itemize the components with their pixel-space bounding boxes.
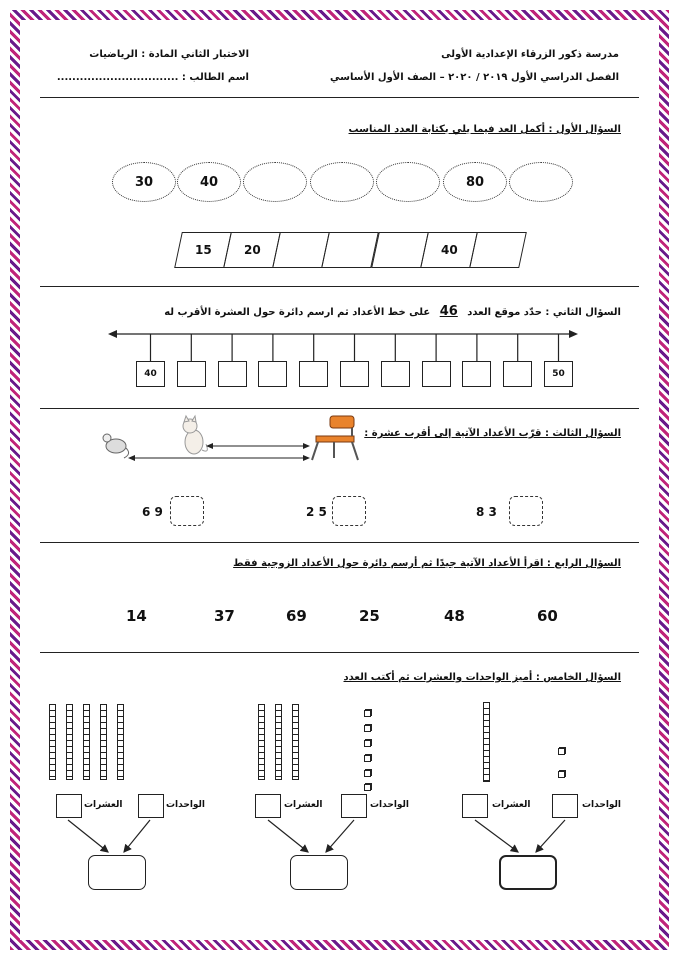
ones-cube	[364, 740, 371, 747]
ones-box[interactable]	[341, 794, 367, 818]
ones-cube	[558, 771, 565, 778]
result-box[interactable]	[290, 855, 348, 890]
divider	[40, 97, 639, 98]
count-oval: 30	[112, 162, 176, 202]
tens-rod	[83, 704, 90, 780]
result-box[interactable]	[88, 855, 146, 890]
cat-icon	[183, 416, 207, 454]
ones-cube	[364, 755, 371, 762]
count-oval[interactable]	[243, 162, 307, 202]
tens-box[interactable]	[56, 794, 82, 818]
q1-title: السؤال الأول : أكمل العد فيما يلي بكتابة العدد المناسب	[348, 124, 621, 135]
q5-arrows	[0, 818, 679, 860]
answer-box[interactable]	[509, 496, 543, 526]
number-line-box[interactable]	[258, 361, 287, 387]
q3-item: 8 3	[476, 505, 497, 519]
number-line-box[interactable]	[503, 361, 532, 387]
tens-rod	[117, 704, 124, 780]
answer-box[interactable]	[332, 496, 366, 526]
answer-box[interactable]	[170, 496, 204, 526]
tens-rod	[100, 704, 107, 780]
tens-rod	[258, 704, 265, 780]
q4-number[interactable]: 60	[537, 607, 558, 625]
count-cell-value: 40	[440, 243, 458, 257]
count-cell[interactable]	[321, 232, 379, 268]
number-line-box[interactable]	[462, 361, 491, 387]
q4-title: السؤال الرابع : اقرأ الأعداد الآتية جيدًا ثم أرسم دائرة حول الأعداد الزوجية فقط	[233, 558, 621, 569]
ones-cube	[558, 748, 565, 755]
q3-picture	[98, 414, 363, 466]
ones-cube	[364, 784, 371, 791]
number-line-box[interactable]	[299, 361, 328, 387]
number-line-box: 50	[544, 361, 573, 387]
divider	[40, 652, 639, 653]
divider	[40, 286, 639, 287]
number-line-box[interactable]	[381, 361, 410, 387]
mouse-icon	[103, 434, 129, 458]
tens-label: العشرات	[84, 800, 123, 810]
ones-label: الواحدات	[582, 800, 622, 810]
tens-box[interactable]	[255, 794, 281, 818]
tens-box[interactable]	[462, 794, 488, 818]
q2-number: 46	[439, 304, 458, 319]
count-oval[interactable]	[310, 162, 374, 202]
ones-box[interactable]	[138, 794, 164, 818]
tens-label: العشرات	[492, 800, 531, 810]
ones-cube	[364, 770, 371, 777]
number-line-box[interactable]	[422, 361, 451, 387]
divider	[40, 542, 639, 543]
count-oval[interactable]	[509, 162, 573, 202]
number-line-box[interactable]	[218, 361, 247, 387]
exam-title: الاختبار الثاني المادة : الرياضيات	[89, 49, 249, 60]
tens-rod	[483, 702, 490, 782]
chair-icon	[312, 416, 358, 460]
q4-number[interactable]: 14	[126, 607, 147, 625]
q5-title: السؤال الخامس : أميز الواحدات والعشرات ثم أكتب العدد	[343, 672, 621, 683]
ones-cube	[364, 725, 371, 732]
ones-label: الواحدات	[166, 800, 206, 810]
tens-rod	[49, 704, 56, 780]
number-line-box[interactable]	[177, 361, 206, 387]
ones-label: الواحدات	[370, 800, 410, 810]
count-oval[interactable]	[376, 162, 440, 202]
school-name: مدرسة ذكور الزرقاء الإعدادية الأولى	[441, 49, 619, 60]
divider	[40, 408, 639, 409]
q2-title	[164, 304, 621, 319]
term-info: الفصل الدراسي الأول ٢٠١٩ / ٢٠٢٠ – الصف الأول الأساسي	[330, 72, 619, 83]
q4-number[interactable]: 25	[359, 607, 380, 625]
ones-box[interactable]	[552, 794, 578, 818]
q3-title: السؤال الثالث : قرّب الأعداد الآتية إلى أقرب عشرة :	[364, 428, 621, 439]
number-line-box: 40	[136, 361, 165, 387]
tens-rod	[292, 704, 299, 780]
student-name-field[interactable]: اسم الطالب : ................................	[56, 72, 249, 83]
q4-number[interactable]: 37	[214, 607, 235, 625]
tens-rod	[275, 704, 282, 780]
q2-title-b: على خط الأعداد ثم ارسم دائرة حول العشرة الأقرب له	[164, 307, 431, 318]
number-line	[108, 326, 578, 366]
q4-number[interactable]: 48	[444, 607, 465, 625]
tens-rod	[66, 704, 73, 780]
count-cell[interactable]	[469, 232, 527, 268]
q3-item: 6 9	[142, 505, 163, 519]
count-cell-value: 20	[243, 243, 261, 257]
q2-title-a: السؤال الثاني : حدّد موقع العدد	[467, 307, 621, 318]
result-box[interactable]	[499, 855, 557, 890]
count-oval: 40	[177, 162, 241, 202]
count-cell-value: 15	[194, 243, 212, 257]
q4-number[interactable]: 69	[286, 607, 307, 625]
ones-cube	[364, 710, 371, 717]
tens-label: العشرات	[284, 800, 323, 810]
q3-item: 2 5	[306, 505, 327, 519]
number-line-box[interactable]	[340, 361, 369, 387]
count-oval: 80	[443, 162, 507, 202]
